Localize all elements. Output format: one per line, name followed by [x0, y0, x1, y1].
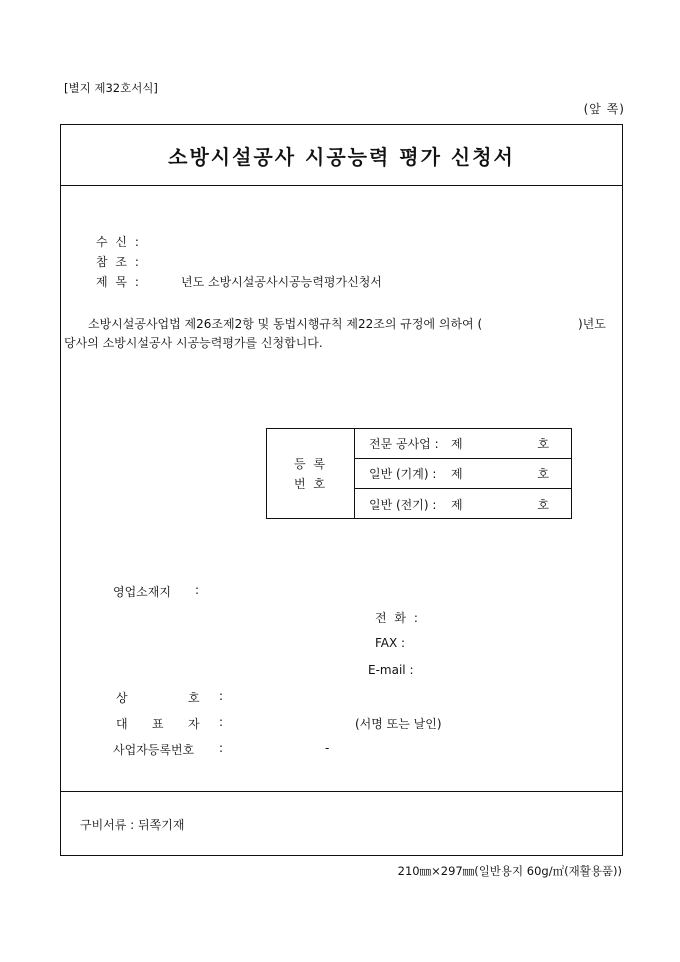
registration-no-suffix: 호: [537, 497, 549, 512]
registration-no-suffix: 호: [537, 437, 549, 451]
phone-label: 전 화 :: [375, 611, 420, 625]
form-number-label: [별지 제32호서식]: [64, 81, 158, 95]
paper-size-note: 210㎜×297㎜(일반용지 60g/㎡(재활용품)): [397, 864, 622, 878]
page-side-label: (앞 쪽): [583, 102, 625, 116]
company-label-b: 호: [188, 691, 200, 705]
company-colon: :: [219, 689, 224, 703]
registration-no-suffix: 호: [537, 467, 549, 481]
signature-note: (서명 또는 날인): [355, 717, 442, 731]
body-line-1-end: )년도: [578, 317, 606, 331]
form-title: 소방시설공사 시공능력 평가 신청서: [168, 144, 515, 169]
business-number-colon: :: [219, 741, 224, 755]
company-label-a: 상: [116, 691, 128, 705]
registration-no-prefix: 제: [451, 497, 463, 512]
registration-row: [355, 429, 571, 459]
required-documents-note: 구비서류 : 뒤쪽기재: [80, 818, 185, 832]
fax-label: FAX :: [375, 636, 406, 650]
title-box: [61, 125, 622, 186]
registration-row: [355, 459, 571, 489]
representative-colon: :: [219, 715, 224, 729]
representative-label-b: 표: [152, 717, 164, 731]
registration-label-line2: 번 호: [294, 476, 327, 491]
subject-value: 년도 소방시설공사시공능력평가신청서: [181, 275, 382, 289]
representative-label-a: 대: [116, 717, 128, 731]
registration-table: [266, 428, 572, 519]
office-address-colon: :: [195, 583, 200, 597]
email-label: E-mail :: [368, 663, 414, 677]
registration-label-cell: [267, 429, 355, 518]
registration-kind: 일반 (전기) :: [369, 497, 437, 512]
business-number-label: 사업자등록번호: [113, 743, 195, 757]
body-line-2: 당사의 소방시설공사 시공능력평가를 신청합니다.: [64, 336, 323, 350]
business-number-dash: -: [325, 741, 330, 755]
registration-label-line1: 등 록: [294, 456, 327, 471]
recipient-to-label: 수 신 :: [96, 235, 141, 249]
body-line-1: 소방시설공사업법 제26조제2항 및 동법시행규칙 제22조의 규정에 의하여 (: [88, 317, 483, 331]
registration-no-prefix: 제: [451, 467, 463, 481]
footer-divider: [61, 791, 622, 792]
representative-label-c: 자: [188, 717, 200, 731]
registration-kind: 전문 공사업 :: [369, 437, 439, 451]
recipient-ref-label: 참 조 :: [96, 255, 141, 269]
registration-kind: 일반 (기계) :: [369, 467, 437, 481]
registration-row: [355, 489, 571, 519]
subject-label: 제 목 :: [96, 275, 141, 289]
registration-no-prefix: 제: [451, 437, 463, 451]
office-address-label: 영업소재지: [113, 585, 171, 599]
